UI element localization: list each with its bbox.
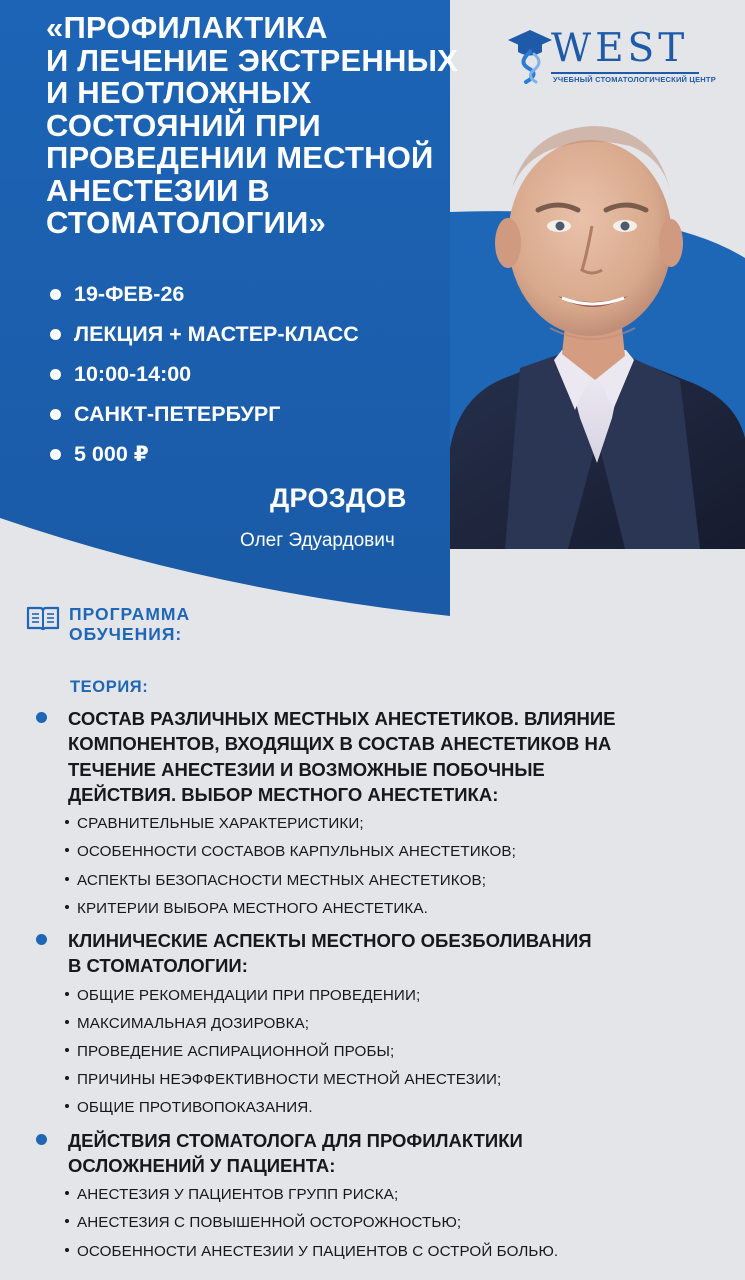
- list-item: СРАВНИТЕЛЬНЫЕ ХАРАКТЕРИСТИКИ;: [65, 810, 726, 838]
- fact-text: 5 000 ₽: [74, 441, 149, 466]
- course-title: [46, 12, 466, 240]
- topic-bullet: [36, 934, 47, 945]
- topic-heading-line: ДЕЙСТВИЯ. ВЫБОР МЕСТНОГО АНЕСТЕТИКА:: [68, 783, 499, 805]
- program-title-line: ПРОГРАММА: [69, 604, 191, 624]
- topic-block: [36, 928, 726, 1123]
- list-item: ОСОБЕННОСТИ СОСТАВОВ КАРПУЛЬНЫХ АНЕСТЕТИКОВ;: [65, 838, 726, 866]
- topic-items: [65, 982, 726, 1123]
- title-line: ПРОВЕДЕНИИ МЕСТНОЙ: [46, 140, 434, 175]
- list-item: ОСОБЕННОСТИ АНЕСТЕЗИИ У ПАЦИЕНТОВ С ОСТРОЙ БОЛЬЮ.: [65, 1238, 726, 1266]
- title-line: СТОМАТОЛОГИИ»: [46, 205, 326, 240]
- topic-items: [65, 1181, 726, 1266]
- list-item: ОБЩИЕ РЕКОМЕНДАЦИИ ПРИ ПРОВЕДЕНИИ;: [65, 982, 726, 1010]
- topic-bullet: [36, 1134, 47, 1145]
- program-topics: [36, 706, 726, 1266]
- fact-format: [50, 314, 359, 354]
- list-item: ПРИЧИНЫ НЕЭФФЕКТИВНОСТИ МЕСТНОЙ АНЕСТЕЗИИ;: [65, 1066, 726, 1094]
- list-item: АНЕСТЕЗИЯ С ПОВЫШЕННОЙ ОСТОРОЖНОСТЬЮ;: [65, 1209, 726, 1237]
- topic-bullet: [36, 712, 47, 723]
- hero-banner: [0, 0, 745, 616]
- logo-divider: [551, 72, 699, 74]
- list-item: ПРОВЕДЕНИЕ АСПИРАЦИОННОЙ ПРОБЫ;: [65, 1038, 726, 1066]
- program-title: [69, 604, 190, 644]
- topic-heading: [68, 928, 726, 979]
- list-item: АСПЕКТЫ БЕЗОПАСНОСТИ МЕСТНЫХ АНЕСТЕТИКОВ;: [65, 867, 726, 895]
- fact-price: [50, 434, 359, 474]
- topic-heading: [68, 1128, 726, 1179]
- bullet-dot: [50, 449, 61, 460]
- section-theory-label: ТЕОРИЯ:: [70, 678, 149, 696]
- logo-subtitle: УЧЕБНЫЙ СТОМАТОЛОГИЧЕСКИЙ ЦЕНТР: [553, 75, 716, 84]
- speaker-surname: ДРОЗДОВ: [270, 483, 407, 513]
- list-item: КРИТЕРИИ ВЫБОРА МЕСТНОГО АНЕСТЕТИКА.: [65, 895, 726, 923]
- fact-date: [50, 274, 359, 314]
- fact-text: 10:00-14:00: [74, 361, 192, 386]
- list-item: ОБЩИЕ ПРОТИВОПОКАЗАНИЯ.: [65, 1094, 726, 1122]
- fact-text: 19-ФЕВ-26: [74, 281, 185, 306]
- topic-heading-line: ТЕЧЕНИЕ АНЕСТЕЗИИ И ВОЗМОЖНЫЕ ПОБОЧНЫЕ: [68, 758, 545, 780]
- topic-heading-line: В СТОМАТОЛОГИИ:: [68, 955, 248, 977]
- book-icon: [26, 604, 60, 632]
- title-line: И НЕОТЛОЖНЫХ: [46, 75, 312, 110]
- title-line: И ЛЕЧЕНИЕ ЭКСТРЕННЫХ: [46, 42, 459, 78]
- title-line: «ПРОФИЛАКТИКА: [46, 10, 328, 45]
- bullet-dot: [50, 289, 61, 300]
- fact-time: [50, 354, 359, 394]
- topic-heading: [68, 706, 726, 807]
- bullet-dot: [50, 329, 61, 340]
- topic-heading-line: ДЕЙСТВИЯ СТОМАТОЛОГА ДЛЯ ПРОФИЛАКТИКИ: [68, 1129, 523, 1151]
- logo-wordmark: WEST: [551, 26, 689, 71]
- bullet-dot: [50, 369, 61, 380]
- list-item: МАКСИМАЛЬНАЯ ДОЗИРОВКА;: [65, 1010, 726, 1038]
- fact-text: ЛЕКЦИЯ + МАСТЕР-КЛАСС: [74, 321, 359, 346]
- fact-city: [50, 394, 359, 434]
- graduation-cap-icon: [508, 28, 552, 84]
- program-title-line: ОБУЧЕНИЯ:: [69, 624, 183, 644]
- title-line: СОСТОЯНИЙ ПРИ: [46, 107, 321, 143]
- topic-block: [36, 1128, 726, 1266]
- title-line: АНЕСТЕЗИИ В: [46, 172, 270, 208]
- fact-text: САНКТ-ПЕТЕРБУРГ: [74, 401, 281, 426]
- event-facts: [50, 274, 359, 474]
- speaker-photo: [450, 118, 745, 549]
- bullet-dot: [50, 409, 61, 420]
- topic-block: [36, 706, 726, 923]
- topic-heading-line: СОСТАВ РАЗЛИЧНЫХ МЕСТНЫХ АНЕСТЕТИКОВ. ВЛИЯНИЕ: [68, 708, 616, 729]
- topic-heading-line: ОСЛОЖНЕНИЙ У ПАЦИЕНТА:: [68, 1154, 336, 1176]
- topic-items: [65, 810, 726, 923]
- topic-heading-line: КЛИНИЧЕСКИЕ АСПЕКТЫ МЕСТНОГО ОБЕЗБОЛИВАНИЯ: [68, 930, 592, 951]
- speaker-given-name: Олег Эдуардович: [240, 530, 395, 551]
- list-item: АНЕСТЕЗИЯ У ПАЦИЕНТОВ ГРУПП РИСКА;: [65, 1181, 726, 1209]
- west-logo[interactable]: [508, 26, 716, 88]
- topic-heading-line: КОМПОНЕНТОВ, ВХОДЯЩИХ В СОСТАВ АНЕСТЕТИКОВ НА: [68, 733, 612, 755]
